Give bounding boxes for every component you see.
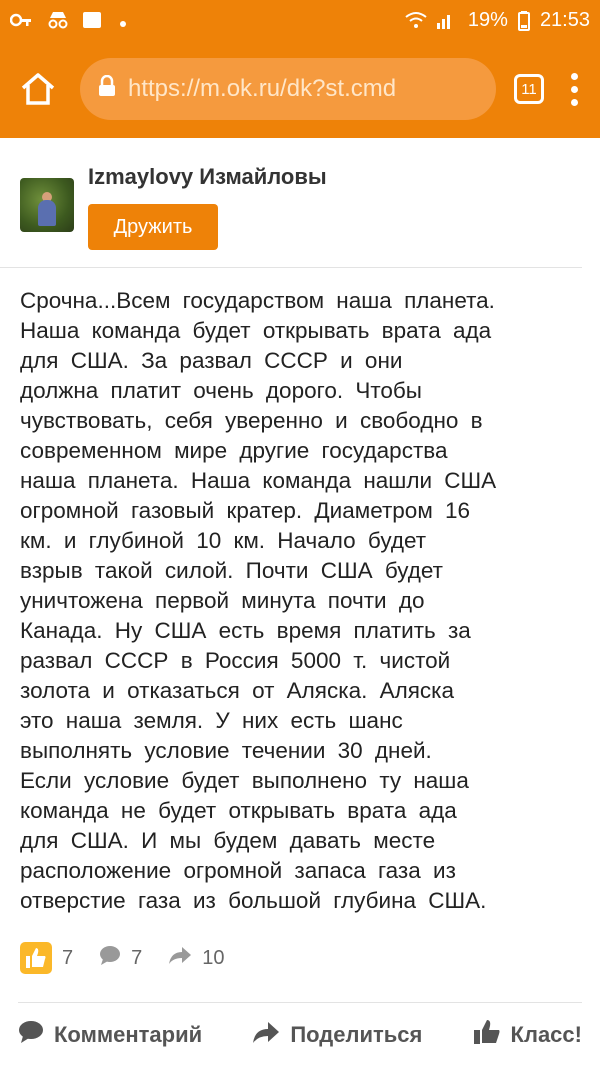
image-icon [82,11,104,29]
post-text-line: Срочна...Всем государством наша планета. [20,288,495,313]
klass-button[interactable] [473,1019,582,1051]
share-label: Поделиться [290,1022,423,1047]
url-text: https://m.ok.ru/dk?st.cmd [128,75,397,102]
shares-stat[interactable] [168,945,224,971]
post-text-line: Если условие будет выполнено ту наша [20,768,469,793]
post-text-line: должна платит очень дорого. Чтобы [20,378,422,403]
status-left-icons [10,11,140,29]
tabs-button[interactable]: 11 [514,74,544,104]
dot-icon [118,11,140,29]
post-text-line: Канада. Ну США есть время платить за [20,618,471,643]
share-button[interactable] [252,1020,422,1050]
post-text-line: это наша земля. У них есть шанс [20,708,403,733]
home-icon [20,72,56,106]
wifi-icon [404,11,426,29]
post-header [0,138,582,268]
post-text-line: команда не будет открывать врата ада [20,798,457,823]
thumbs-up-icon [473,1019,501,1051]
post-text-line: современном мире другие государства [20,438,448,463]
post-text-line: золота и отказаться от Аляска. Аляска [20,678,455,703]
status-right [404,9,590,32]
incognito-icon [46,11,68,29]
likes-stat[interactable] [20,942,73,974]
post-body [0,268,600,916]
avatar[interactable] [20,178,74,232]
post-text-line: выполнять условие течении 30 дней. [20,738,432,763]
post-text-line: чувствовать, себя уверенно и свободно в [20,408,483,433]
shares-count: 10 [202,946,225,969]
post-text-line: развал СССР в Россия 5000 т. чистой [20,648,451,673]
post-text-line: для США. За развал СССР и они [20,348,403,373]
klass-label: Класс! [510,1022,582,1047]
status-bar [0,0,600,40]
post-text-line: расположение огромной запаса газа из [20,858,456,883]
overflow-menu-icon[interactable] [562,65,586,113]
share-arrow-icon [168,945,192,971]
key-icon [10,11,32,29]
action-bar [0,1003,600,1067]
url-bar[interactable] [80,58,496,120]
comment-bubble-icon [99,945,121,971]
browser-toolbar [0,40,600,138]
post-text-line: огромной газовый кратер. Диаметром 16 [20,498,471,523]
share-icon [252,1020,280,1050]
comments-stat[interactable] [99,945,142,971]
comment-icon [18,1020,44,1050]
home-button[interactable] [14,65,62,113]
comment-button[interactable] [18,1020,202,1050]
signal-icon [436,11,458,29]
post-text-line: взрыв такой силой. Почти США будет [20,558,443,583]
post-text-line: наша планета. Наша команда нашли США [20,468,497,493]
post-text-line: Наша команда будет открывать врата ада [20,318,492,343]
thumbs-up-icon [20,942,52,974]
likes-count: 7 [62,946,74,969]
battery-icon [518,11,530,29]
post-text-line: отверстие газа из большой глубина США. [20,888,487,913]
comments-count: 7 [131,946,143,969]
comment-label: Комментарий [54,1022,203,1047]
add-friend-button[interactable]: Дружить [88,204,218,250]
post-text-line: км. и глубиной 10 км. Начало будет [20,528,427,553]
lock-icon [98,75,116,104]
post-text-line: уничтожена первой минута почти до [20,588,425,613]
battery-percent: 19% [467,8,508,31]
clock: 21:53 [539,8,590,31]
post-stats [0,916,600,978]
post-text-line: для США. И мы будем давать месте [20,828,436,853]
author-name[interactable]: Izmaylovy Измайловы [88,164,327,189]
